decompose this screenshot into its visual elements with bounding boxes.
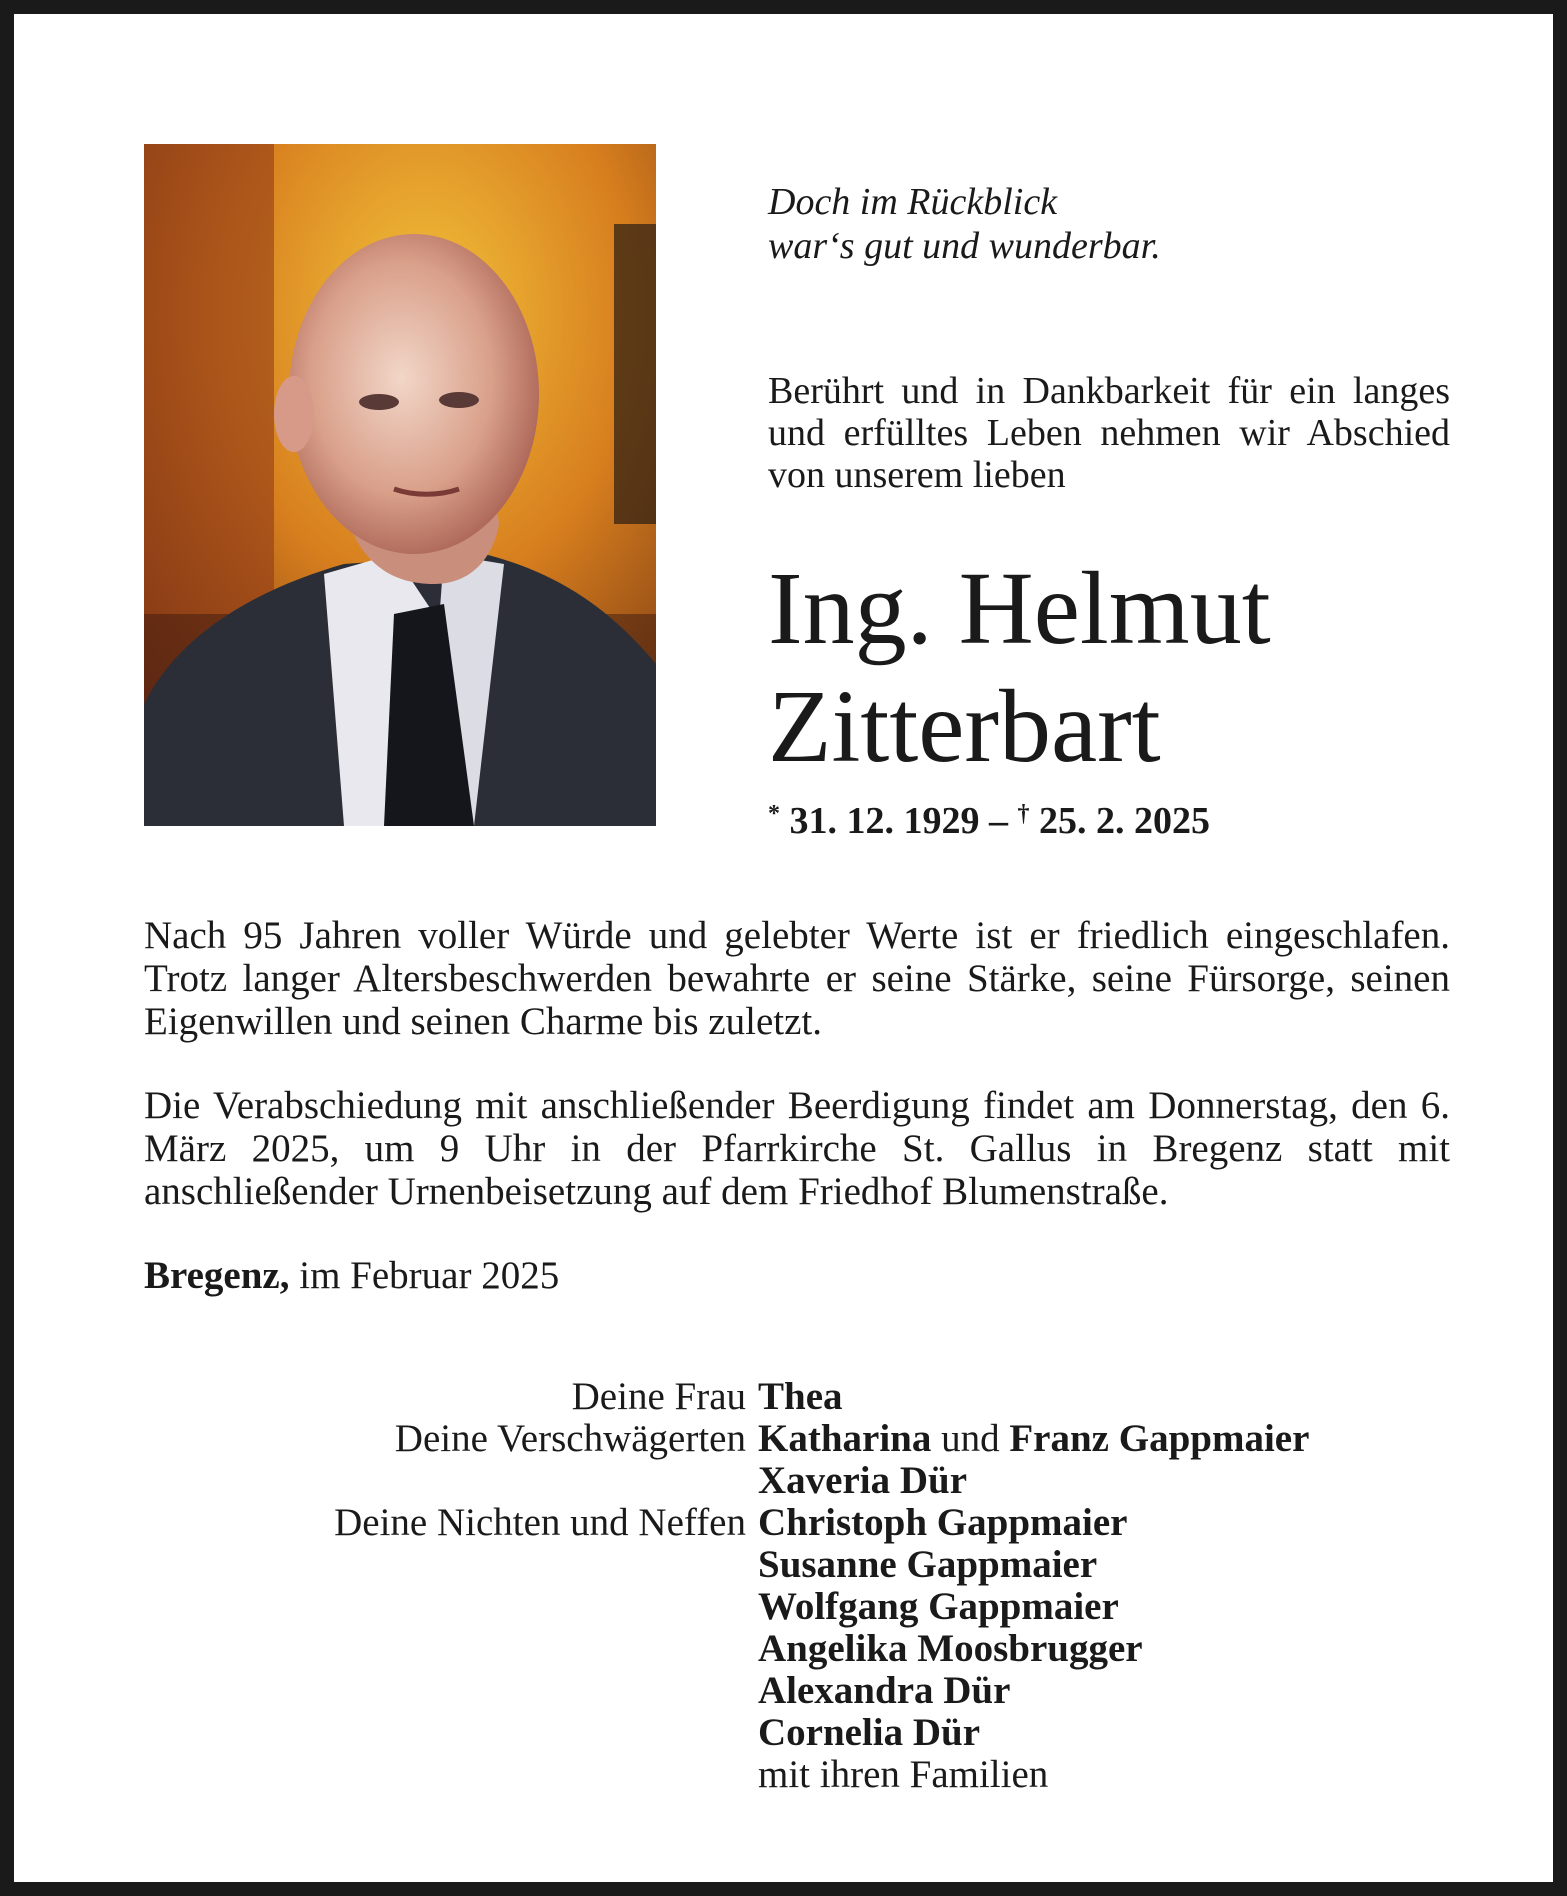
birth-date: 31. 12. 1929 xyxy=(789,800,980,842)
deceased-name xyxy=(768,550,1271,786)
families-note: mit ihren Familien xyxy=(758,1753,1049,1796)
life-dates xyxy=(768,792,1210,843)
paragraph-life: Nach 95 Jahren voller Würde und gelebter Werte ist er friedlich eingeschlafen. Trotz langer Altersbeschwerden bewahrte er seine Stärke, seine Fürsorge, seinen Eigenwillen und seinen Charme bis zuletzt. xyxy=(144,914,1450,1043)
mourner-row xyxy=(144,1628,1450,1670)
intro-text: Berührt und in Dankbarkeit für ein langes und erfülltes Leben nehmen wir Abschied von unserem lieben xyxy=(768,370,1450,496)
place-city: Bregenz, xyxy=(144,1254,290,1297)
quote-line-1: Doch im Rückblick xyxy=(768,181,1058,223)
mourner-name: Christoph Gappmaier xyxy=(758,1501,1128,1544)
name-line-1: Ing. Helmut xyxy=(768,551,1271,666)
mourner-name: Cornelia Dür xyxy=(758,1711,981,1754)
date-separator: – xyxy=(989,800,1008,842)
death-date: 25. 2. 2025 xyxy=(1039,800,1210,842)
mourner-name: Angelika Moosbrugger xyxy=(758,1627,1143,1670)
mourner-name: Katharina xyxy=(758,1417,932,1460)
mourner-row xyxy=(144,1544,1450,1586)
mourner-name: Thea xyxy=(758,1375,843,1418)
mourner-row xyxy=(144,1376,1450,1418)
mourner-row xyxy=(144,1586,1450,1628)
death-symbol: † xyxy=(1017,801,1030,827)
mourner-row xyxy=(144,1502,1450,1544)
portrait-illustration xyxy=(144,144,656,826)
relation-label-inlaws: Deine Verschwägerten xyxy=(394,1417,746,1460)
mourner-row xyxy=(144,1712,1450,1754)
relation-label-wife: Deine Frau xyxy=(571,1375,746,1418)
mourner-name: Wolfgang Gappmaier xyxy=(758,1585,1119,1628)
quote xyxy=(768,180,1161,268)
place-month: im Februar 2025 xyxy=(299,1254,560,1297)
portrait-photo xyxy=(144,144,656,826)
mourner-row xyxy=(144,1754,1450,1796)
mourner-name: Alexandra Dür xyxy=(758,1669,1011,1712)
name-line-2: Zitterbart xyxy=(768,669,1161,784)
mourner-row xyxy=(144,1670,1450,1712)
mourner-row xyxy=(144,1418,1450,1460)
place-date xyxy=(144,1254,559,1298)
relation-label-nieces: Deine Nichten und Neffen xyxy=(334,1501,746,1544)
mourner-name: Xaveria Dür xyxy=(758,1459,968,1502)
mourner-name: Franz Gappmaier xyxy=(1009,1417,1310,1460)
mourners-list xyxy=(144,1376,1450,1796)
birth-symbol: * xyxy=(768,801,780,827)
paragraph-funeral: Die Verabschiedung mit anschließender Beerdigung findet am Donnerstag, den 6. März 2025, um 9 Uhr in der Pfarrkirche St. Gallus in Bregenz statt mit anschließender Urnenbeisetzung auf dem Friedhof Blumenstraße. xyxy=(144,1084,1450,1213)
quote-line-2: war‘s gut und wunderbar. xyxy=(768,225,1161,267)
mourner-row xyxy=(144,1460,1450,1502)
mourner-name: Susanne Gappmaier xyxy=(758,1543,1098,1586)
conjunction: und xyxy=(941,1417,1000,1460)
